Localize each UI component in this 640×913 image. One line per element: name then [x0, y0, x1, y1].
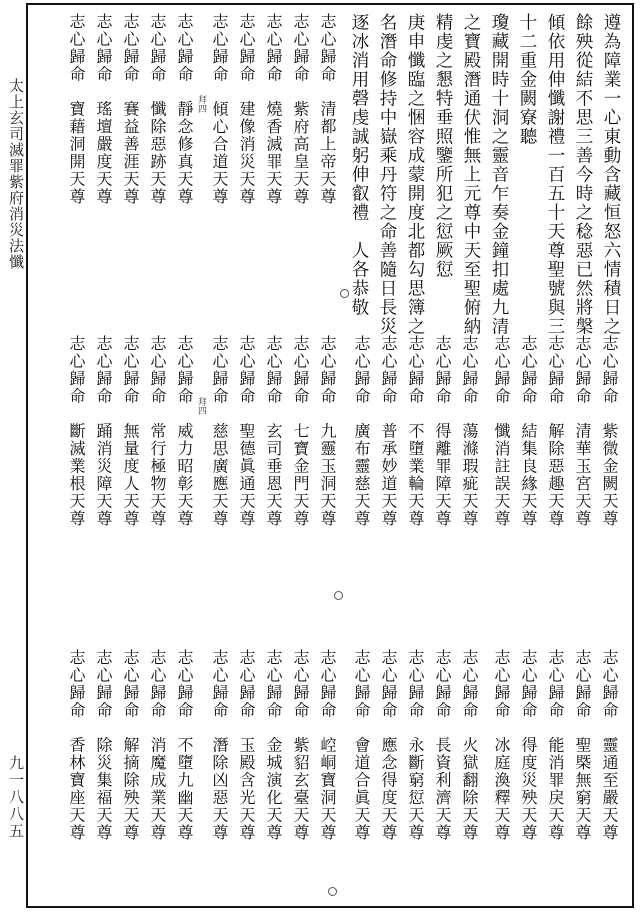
- text-column: 志心歸命 火獄翻除天尊: [460, 649, 479, 842]
- text-column: 志心歸命 威力昭彰天尊: [175, 335, 194, 528]
- text-column: 逐冰消用磬虔誠躬伸叡禮 人各恭敬: [349, 13, 369, 317]
- side-title: 太上玄司滅罪紫府消災法懺: [7, 78, 25, 270]
- text-column: 志心歸命 懺除惡跡天尊: [148, 13, 167, 206]
- section-3: [28, 641, 632, 906]
- text-column: 志心歸命 踊消災障天尊: [94, 335, 113, 528]
- left-margin: [6, 0, 25, 913]
- text-column: 餘殃從結不思三善今時之稔惡已然將槃: [573, 13, 593, 336]
- text-column: 志心歸命 潛除凶惡天尊: [210, 649, 229, 842]
- text-column: 志心歸命 七寶金門天尊: [291, 335, 310, 528]
- text-column: 志心歸命 不墮九幽天尊: [175, 649, 194, 842]
- text-column: 之寶殿潛通伏惟無上元尊中天至聖俯納: [461, 13, 481, 336]
- text-column: 瓊藏開時十洞之靈音乍奏金鐘扣處九清: [489, 13, 509, 336]
- text-column: 志心歸命 清華玉宮天尊: [573, 335, 592, 528]
- text-column: 志心歸命 得度災殃天尊: [519, 649, 538, 842]
- text-column: 志心歸命 聖槩無窮天尊: [573, 649, 592, 842]
- text-column: 志心歸命 靜念修真天尊: [175, 13, 194, 206]
- text-column: 志心歸命 永斷窮愆天尊: [406, 649, 425, 842]
- text-column: 志心歸命 燒香滅罪天尊: [264, 13, 283, 206]
- text-column: 志心歸命 廣布靈慈天尊: [352, 335, 371, 528]
- text-column: 志心歸命 會道合眞天尊: [352, 649, 371, 842]
- section-2: [28, 327, 632, 620]
- text-column: 志心歸命 崆峒寶洞天尊: [318, 649, 337, 842]
- text-column: 志心歸命 紫貂玄臺天尊: [291, 649, 310, 842]
- text-column: 傾依用伸懺謝禮一百五十天尊聖號與三: [545, 13, 565, 336]
- text-column: 精虔之懇特垂照鑒所犯之愆厥愆: [433, 13, 453, 279]
- text-column: 志心歸命 紫府高皇天尊: [291, 13, 310, 206]
- text-column: 志心歸命 不墮業輪天尊: [406, 335, 425, 528]
- circle-mark: [340, 289, 349, 298]
- text-column: 遵為障業一心東動含藏恒怒六情積日之: [601, 13, 621, 336]
- text-column: 十二重金闕寮聽: [517, 13, 537, 146]
- text-column: 志心歸命 寶藉洞開天尊: [67, 13, 86, 206]
- text-column: 庚申懺臨之悃容成蒙開度北都勾思簿之: [405, 13, 425, 336]
- text-column: 志心歸命 九靈玉洞天尊: [318, 335, 337, 528]
- text-column: 志心歸命 解摘除殃天尊: [121, 649, 140, 842]
- text-column: 志心歸命 能消罪戾天尊: [546, 649, 565, 842]
- page-frame: [26, 3, 634, 908]
- text-column: 志心歸命 金城演化天尊: [264, 649, 283, 842]
- text-column: 志心歸命 得離罪障天尊: [433, 335, 452, 528]
- text-column: 志心歸命 聖德眞通天尊: [237, 335, 256, 528]
- text-column: 志心歸命 常行極物天尊: [148, 335, 167, 528]
- text-column: 志心歸命 瑤壇嚴度天尊: [94, 13, 113, 206]
- text-column: 志心歸命 無量度人天尊: [121, 335, 140, 528]
- text-column: 志心歸命 慈思廣應天尊: [210, 335, 229, 528]
- page-number: 九一八八五: [7, 755, 25, 840]
- text-column: 志心歸命 應念得度天尊: [379, 649, 398, 842]
- section-1: [28, 5, 632, 336]
- text-column: 志心歸命 解除惡趣天尊: [546, 335, 565, 528]
- text-column: 志心歸命 玄司垂恩天尊: [264, 335, 283, 528]
- text-column: 志心歸命 靈通至嚴天尊: [600, 649, 619, 842]
- text-column: 志心歸命 普承妙道天尊: [379, 335, 398, 528]
- text-column: 志心歸命 除災集福天尊: [94, 649, 113, 842]
- text-column: 志心歸命 傾心合道天尊: [210, 13, 229, 206]
- margin-note: 拜四: [196, 95, 206, 113]
- text-column: 志心歸命 清都上帝天尊: [318, 13, 337, 206]
- text-column: 志心歸命 賽益善涯天尊: [121, 13, 140, 206]
- text-column: 志心歸命 斷滅業根天尊: [67, 335, 86, 528]
- text-column: 志心歸命 香林寶座天尊: [67, 649, 86, 842]
- text-column: 志心歸命 懺消註誤天尊: [492, 335, 511, 528]
- text-column: 志心歸命 結集良緣天尊: [519, 335, 538, 528]
- margin-note: 拜四: [196, 397, 206, 415]
- text-column: 志心歸命 建像消災天尊: [237, 13, 256, 206]
- text-column: 名潛命修持中嶽乘丹符之命善隨日長災: [377, 13, 397, 336]
- text-column: 志心歸命 紫微金闕天尊: [600, 335, 619, 528]
- text-column: 志心歸命 長資利濟天尊: [433, 649, 452, 842]
- circle-mark: [334, 591, 343, 600]
- text-column: 志心歸命 玉殿含光天尊: [237, 649, 256, 842]
- circle-mark: [328, 887, 337, 896]
- text-column: 志心歸命 冰庭渙釋天尊: [492, 649, 511, 842]
- text-column: 志心歸命 蕩滌瑕疵天尊: [460, 335, 479, 528]
- text-column: 志心歸命 消魔成業天尊: [148, 649, 167, 842]
